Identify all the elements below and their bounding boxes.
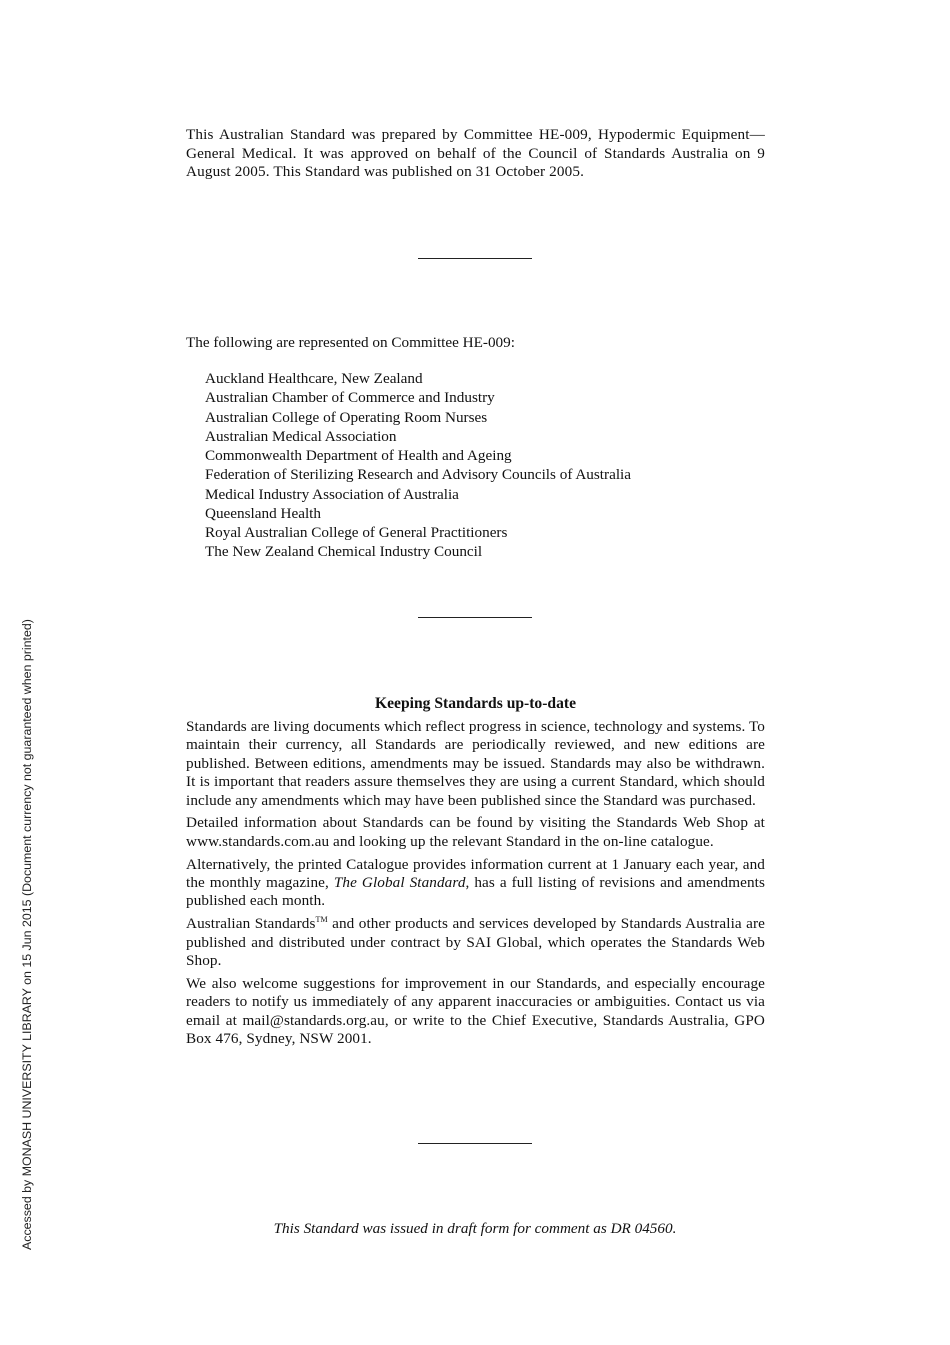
list-item: Federation of Sterilizing Research and Advisory Councils of Australia <box>205 466 632 484</box>
list-item: The New Zealand Chemical Industry Council <box>205 543 483 561</box>
paragraph <box>186 915 765 970</box>
draft-note: This Standard was issued in draft form for comment as DR 04560. <box>273 1220 677 1237</box>
separator-rule <box>418 1143 532 1144</box>
paragraph: Detailed information about Standards can be found by visiting the Standards Web Shop at www.standards.com.au and looking up the relevant Standard in the on-line catalogue. <box>186 814 765 850</box>
access-watermark: Accessed by MONASH UNIVERSITY LIBRARY on 15 Jun 2015 (Document currency not guaranteed when printed) <box>20 619 34 1250</box>
paragraph-text: Alternatively, the printed Catalogue provides information current at 1 January each year, and the monthly magazine, <box>186 855 765 892</box>
list-item: Australian College of Operating Room Nurses <box>205 408 488 426</box>
list-item: Medical Industry Association of Australia <box>205 485 459 503</box>
list-item: Auckland Healthcare, New Zealand <box>205 370 423 387</box>
list-item: Australian Chamber of Commerce and Industry <box>205 389 495 407</box>
paragraph-text: Australian Standards <box>186 915 316 933</box>
paragraph: Standards are living documents which reflect progress in science, technology and systems. To maintain their currency, all Standards are periodically reviewed, and new editions are published. Between editions, amendments may be issued. Standards may also be withdrawn. It is important that readers assure themselves they are using a current Standard, which should include any amendments which may have been published since the Standard was purchased. <box>186 718 765 809</box>
list-item: Royal Australian College of General Practitioners <box>205 524 508 541</box>
list-item: Queensland Health <box>205 504 321 522</box>
committee-members-list <box>205 369 631 562</box>
trademark-mark: TM <box>315 915 328 925</box>
section-title: Keeping Standards up-to-date <box>374 695 576 712</box>
section-body <box>186 718 765 1053</box>
list-item: Commonwealth Department of Health and Ageing <box>205 447 512 464</box>
list-item: Australian Medical Association <box>205 427 397 445</box>
paragraph: We also welcome suggestions for improvement in our Standards, and especially encourage readers to notify us immediately of any apparent inaccuracies or ambiguities. Contact us via email at mail@standards.org.au, or write to the Chief Executive, Standards Australia, GPO Box 476, Sydney, NSW 2001. <box>186 974 765 1048</box>
paragraph-text: , has a full listing of revisions and amendments published each month. <box>186 874 765 910</box>
publication-title: The Global Standard <box>333 874 466 892</box>
separator-rule <box>418 617 532 618</box>
separator-rule <box>418 258 532 259</box>
paragraph <box>186 856 765 911</box>
intro-paragraph: This Australian Standard was prepared by Committee HE-009, Hypodermic Equipment—General Medical. It was approved on behalf of the Council of Standards Australia on 9 August 2005. This Standard was published on 31 October 2005. <box>186 126 765 181</box>
paragraph-text: and other products and services developed by Standards Australia are published and distributed under contract by SAI Global, which operates the Standards Web Shop. <box>186 915 766 970</box>
committee-heading: The following are represented on Committee HE-009: <box>186 334 515 351</box>
